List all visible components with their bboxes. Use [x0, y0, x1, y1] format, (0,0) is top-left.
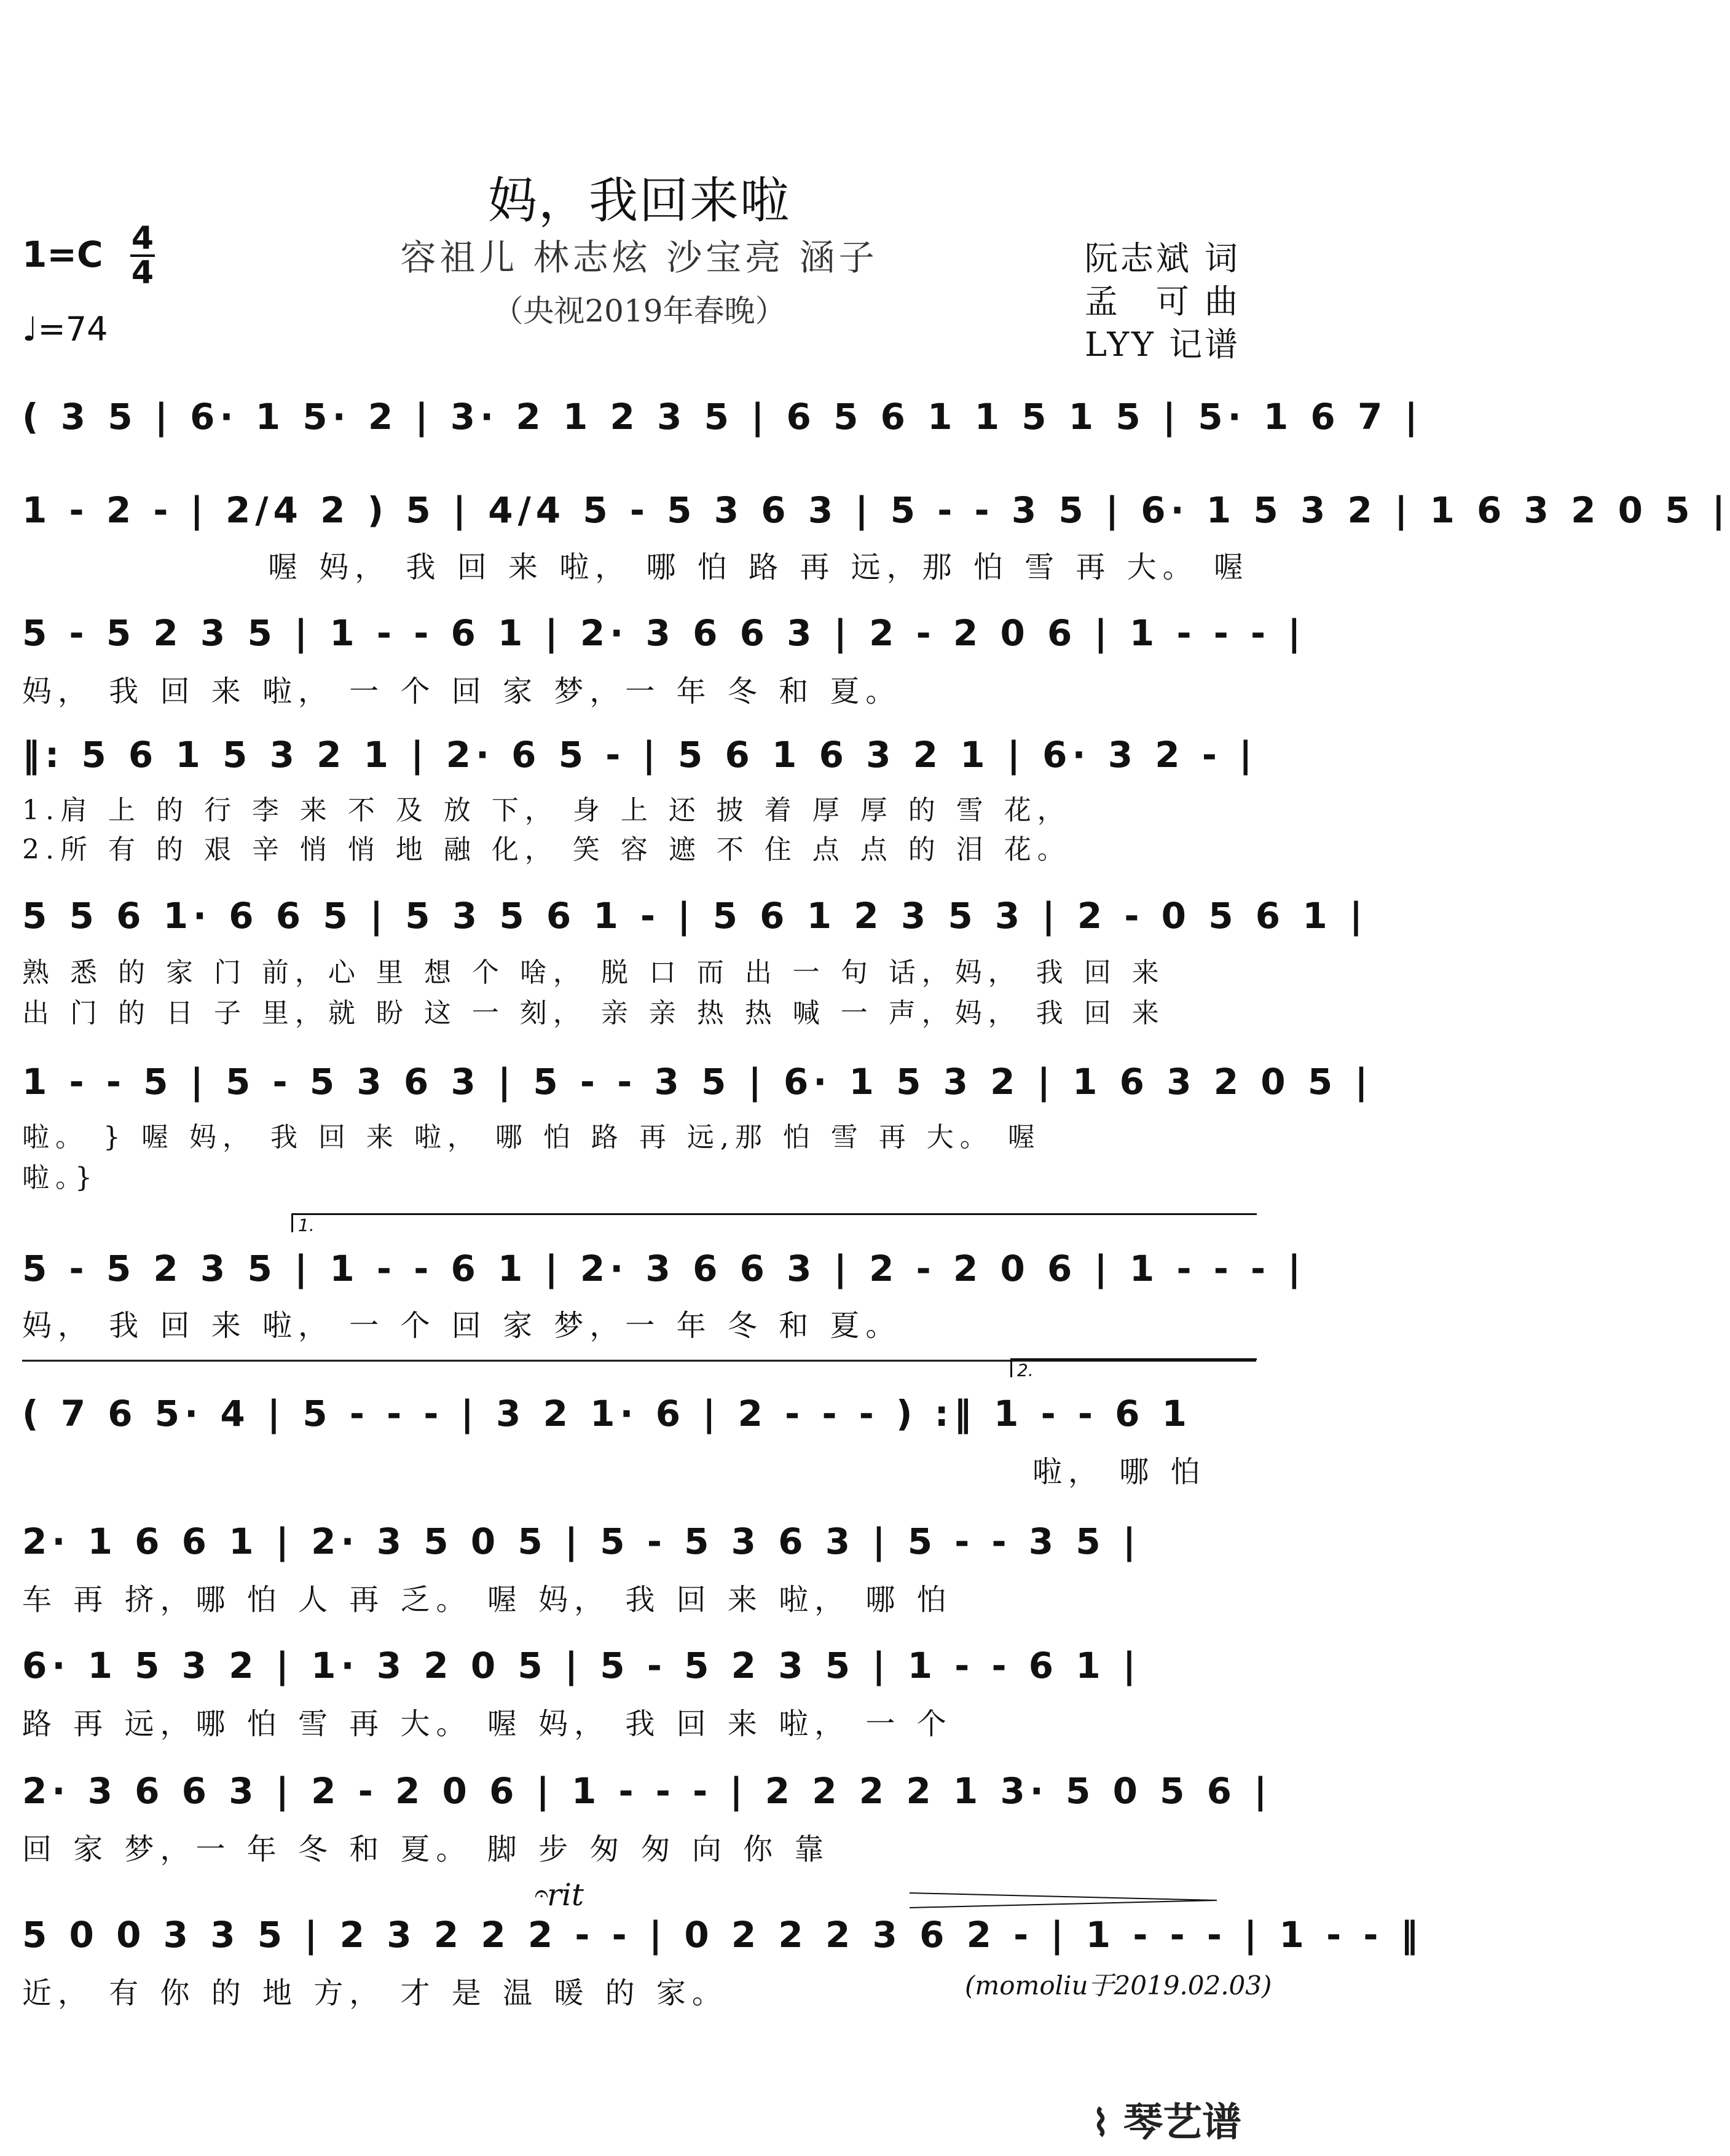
lyricist-credit: 阮志斌 词 [1084, 239, 1240, 278]
lyrics-row-2: 喔 妈， 我 回 来 啦， 哪 怕 路 再 远，那 怕 雪 再 大。 喔 [268, 550, 1249, 584]
lyrics-row-3: 妈， 我 回 来 啦， 一 个 回 家 梦，一 年 冬 和 夏。 [22, 674, 902, 709]
lyrics-row-6-verse1: 啦。 } 喔 妈， 我 回 来 啦， 哪 怕 路 再 远,那 怕 雪 再 大。 喔 [22, 1122, 1041, 1153]
notation-row-3: 5 - 5 2 3 5 | 1 - - 6 1 | 2· 3 6 6 3 | 2 - 2 0 6 | 1 - - - | [22, 612, 1306, 654]
notation-row-1: ( 3 5 | 6· 1 5· 2 | 3· 2 1 2 3 5 | 6 5 6 1 1 5 1 5 | 5· 1 6 7 | [22, 396, 1423, 438]
volta-2-label: 2. [1017, 1360, 1034, 1380]
lyrics-row-7: 妈， 我 回 来 啦， 一 个 回 家 梦，一 年 冬 和 夏。 [22, 1308, 902, 1343]
tempo-marking: ♩=74 [22, 310, 108, 348]
transcription-signature: (momoliu于2019.02.03) [965, 1970, 1272, 2001]
lyrics-row-6-verse2: 啦。} [22, 1162, 98, 1194]
volta-1-label: 1. [298, 1215, 315, 1235]
fermata-mark: 𝄐 [535, 1879, 549, 1908]
notation-row-7: 5 - 5 2 3 5 | 1 - - 6 1 | 2· 3 6 6 3 | 2 - 2 0 6 | 1 - - - | [22, 1248, 1306, 1289]
lyrics-row-9: 车 再 挤，哪 怕 人 再 乏。 喔 妈， 我 回 来 啦， 哪 怕 [22, 1583, 953, 1617]
notation-row-5: 5 5 6 1· 6 6 5 | 5 3 5 6 1 - | 5 6 1 2 3 5 3 | 2 - 0 5 6 1 | [22, 895, 1368, 937]
notation-row-11: 2· 3 6 6 3 | 2 - 2 0 6 | 1 - - - | 2 2 2 2 1 3· 5 0 5 6 | [22, 1770, 1272, 1812]
notation-row-9: 2· 1 6 6 1 | 2· 3 5 0 5 | 5 - 5 3 6 3 | 5 - - 3 5 | [22, 1521, 1141, 1562]
subtitle: （央视2019年春晚） [492, 293, 786, 329]
notation-row-6: 1 - - 5 | 5 - 5 3 6 3 | 5 - - 3 5 | 6· 1 5 3 2 | 1 6 3 2 0 5 | [22, 1061, 1373, 1103]
decrescendo-hairpin [910, 1893, 1217, 1908]
transcriber-credit: LYY 记谱 [1085, 325, 1240, 364]
ritardando-marking: rit [547, 1877, 584, 1913]
notation-row-8: ( 7 6 5· 4 | 5 - - - | 3 2 1· 6 | 2 - - - ) :‖ 1 - - 6 1 [22, 1393, 1192, 1434]
notation-row-4: ‖: 5 6 1 5 3 2 1 | 2· 6 5 - | 5 6 1 6 3 2 1 | 6· 3 2 - | [22, 734, 1257, 776]
key-signature: 1=C [22, 234, 103, 275]
lyrics-row-4-verse1: 1.肩 上 的 行 李 来 不 及 放 下， 身 上 还 披 着 厚 厚 的 雪 花， [22, 795, 1071, 826]
lyrics-row-8: 啦， 哪 怕 [1032, 1455, 1206, 1489]
singers: 容祖儿 林志炫 沙宝亮 涵子 [400, 237, 878, 278]
page-title: 妈，我回来啦 [488, 172, 790, 229]
lyrics-row-5-verse1: 熟 悉 的 家 门 前，心 里 想 个 啥， 脱 口 而 出 一 句 话，妈， 我 回 来 [22, 957, 1165, 988]
notation-row-2: 1 - 2 - | 2/4 2 ) 5 | 4/4 5 - 5 3 6 3 | 5 - - 3 5 | 6· 1 5 3 2 | 1 6 3 2 0 5 | [22, 489, 1730, 531]
time-denominator: 4 [131, 254, 154, 291]
lyrics-row-10: 路 再 远，哪 怕 雪 再 大。 喔 妈， 我 回 来 啦， 一 个 [22, 1707, 953, 1741]
notation-row-10: 6· 1 5 3 2 | 1· 3 2 0 5 | 5 - 5 2 3 5 | 1 - - 6 1 | [22, 1645, 1141, 1686]
lyrics-row-11: 回 家 梦，一 年 冬 和 夏。 脚 步 匆 匆 向 你 靠 [22, 1832, 830, 1867]
lyrics-row-12: 近， 有 你 的 地 方， 才 是 温 暖 的 家。 [22, 1976, 728, 2010]
lyrics-row-4-verse2: 2.所 有 的 艰 辛 悄 悄 地 融 化， 笑 容 遮 不 住 点 点 的 泪 花。 [22, 834, 1071, 865]
time-numerator: 4 [131, 220, 154, 257]
lyrics-row-5-verse2: 出 门 的 日 子 里，就 盼 这 一 刻， 亲 亲 热 热 喊 一 声，妈， 我 回 来 [22, 997, 1165, 1029]
notation-row-12: 5 0 0 3 3 5 | 2 3 2 2 2 - - | 0 2 2 2 3 6 2 - | 1 - - - | 1 - - ‖ [22, 1914, 1423, 1956]
composer-credit: 孟 可 曲 [1084, 282, 1240, 321]
logo-mark-icon: ⌇ [1091, 2102, 1110, 2145]
logo-text: 琴艺谱 [1123, 2100, 1241, 2146]
